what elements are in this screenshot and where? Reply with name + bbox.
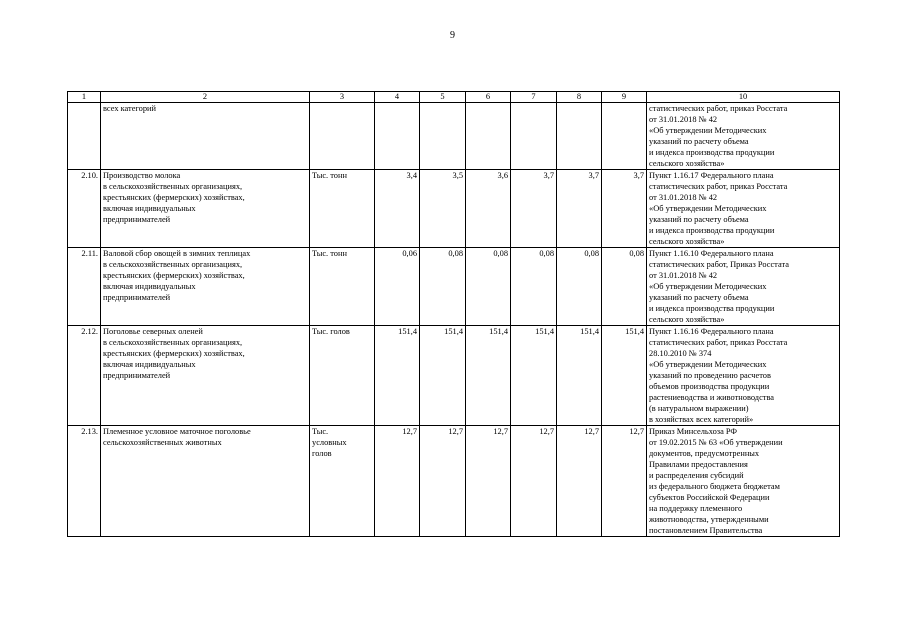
column-number: 7 bbox=[511, 92, 557, 103]
indicator-name-line: сельскохозяйственных животных bbox=[103, 438, 222, 447]
source-reference-line: указаний по проведению расчетов bbox=[649, 371, 771, 380]
source-reference-line: статистических работ, приказ Росстата bbox=[649, 104, 788, 113]
indicator-value: 12,7 bbox=[466, 426, 511, 537]
unit-of-measure bbox=[310, 248, 375, 326]
source-reference-line: «Об утверждении Методических bbox=[649, 360, 767, 369]
indicator-value: 151,4 bbox=[420, 326, 466, 426]
indicator-name bbox=[101, 426, 310, 537]
indicator-value: 151,4 bbox=[511, 326, 557, 426]
indicator-value bbox=[557, 103, 602, 170]
indicator-name-line: крестьянских (фермерских) хозяйствах, bbox=[103, 193, 245, 202]
source-reference-line: сельского хозяйства» bbox=[649, 237, 725, 246]
indicator-name-line: Племенное условное маточное поголовье bbox=[103, 427, 251, 436]
indicator-name-line: предпринимателей bbox=[103, 371, 171, 380]
indicator-value: 12,7 bbox=[602, 426, 647, 537]
indicator-value: 0,08 bbox=[557, 248, 602, 326]
source-reference-line: Правилами предоставления bbox=[649, 460, 748, 469]
source-reference-line: животноводства, утвержденными bbox=[649, 515, 769, 524]
indicator-name-line: в сельскохозяйственных организациях, bbox=[103, 260, 243, 269]
indicator-name-line: включая индивидуальных bbox=[103, 204, 196, 213]
source-reference-line: Приказ Минсельхоза РФ bbox=[649, 427, 738, 436]
source-reference bbox=[647, 170, 840, 248]
indicator-value: 3,6 bbox=[466, 170, 511, 248]
unit-of-measure bbox=[310, 326, 375, 426]
source-reference-line: объемов производства продукции bbox=[649, 382, 770, 391]
indicator-name-line: предпринимателей bbox=[103, 293, 171, 302]
indicator-name bbox=[101, 103, 310, 170]
indicator-value: 3,5 bbox=[420, 170, 466, 248]
indicator-value bbox=[602, 103, 647, 170]
indicator-value bbox=[466, 103, 511, 170]
source-reference-line: на поддержку племенного bbox=[649, 504, 743, 513]
unit-line: Тыс. bbox=[312, 427, 329, 436]
indicator-name-line: включая индивидуальных bbox=[103, 282, 196, 291]
source-reference-line: и индекса производства продукции bbox=[649, 148, 775, 157]
unit-line: Тыс. тонн bbox=[312, 171, 347, 180]
source-reference-line: статистических работ, приказ Росстата bbox=[649, 182, 788, 191]
indicator-name-line: включая индивидуальных bbox=[103, 360, 196, 369]
indicator-value: 3,7 bbox=[511, 170, 557, 248]
indicator-value: 12,7 bbox=[375, 426, 420, 537]
source-reference-line: Пункт 1.16.16 Федерального плана bbox=[649, 327, 774, 336]
column-number: 4 bbox=[375, 92, 420, 103]
unit-line: Тыс. голов bbox=[312, 327, 350, 336]
indicator-value: 12,7 bbox=[420, 426, 466, 537]
indicator-value: 151,4 bbox=[602, 326, 647, 426]
row-number: 2.10. bbox=[68, 170, 101, 248]
source-reference-line: от 31.01.2018 № 42 bbox=[649, 193, 718, 202]
column-number: 5 bbox=[420, 92, 466, 103]
unit-line: Тыс. тонн bbox=[312, 249, 347, 258]
indicator-name bbox=[101, 326, 310, 426]
source-reference-line: «Об утверждении Методических bbox=[649, 282, 767, 291]
source-reference bbox=[647, 103, 840, 170]
indicator-name-line: всех категорий bbox=[103, 104, 156, 113]
indicator-name-line: крестьянских (фермерских) хозяйствах, bbox=[103, 271, 245, 280]
table-row bbox=[68, 103, 840, 170]
table-row bbox=[68, 248, 840, 326]
source-reference-line: и распределения субсидий bbox=[649, 471, 744, 480]
indicator-value: 3,7 bbox=[557, 170, 602, 248]
source-reference-line: субъектов Российской Федерации bbox=[649, 493, 770, 502]
source-reference bbox=[647, 326, 840, 426]
source-reference-line: документов, предусмотренных bbox=[649, 449, 760, 458]
source-reference-line: «Об утверждении Методических bbox=[649, 126, 767, 135]
source-reference-line: статистических работ, приказ Росстата bbox=[649, 338, 788, 347]
unit-of-measure bbox=[310, 426, 375, 537]
column-number: 3 bbox=[310, 92, 375, 103]
unit-of-measure bbox=[310, 103, 375, 170]
source-reference-line: указаний по расчету объема bbox=[649, 137, 749, 146]
source-reference-line: от 19.02.2015 № 63 «Об утверждении bbox=[649, 438, 783, 447]
indicator-value: 0,06 bbox=[375, 248, 420, 326]
indicator-name-line: Поголовье северных оленей bbox=[103, 327, 203, 336]
source-reference-line: статистических работ, Приказ Росстата bbox=[649, 260, 789, 269]
table-row bbox=[68, 326, 840, 426]
indicator-name bbox=[101, 248, 310, 326]
indicator-value: 151,4 bbox=[466, 326, 511, 426]
source-reference-line: постановлением Правительства bbox=[649, 526, 763, 535]
row-number bbox=[68, 103, 101, 170]
source-reference bbox=[647, 426, 840, 537]
indicator-value: 12,7 bbox=[511, 426, 557, 537]
indicator-value: 0,08 bbox=[466, 248, 511, 326]
indicator-name-line: предпринимателей bbox=[103, 215, 171, 224]
row-number: 2.13. bbox=[68, 426, 101, 537]
source-reference-line: из федерального бюджета бюджетам bbox=[649, 482, 780, 491]
source-reference-line: (в натуральном выражении) bbox=[649, 404, 749, 413]
source-reference-line: сельского хозяйства» bbox=[649, 315, 725, 324]
source-reference-line: сельского хозяйства» bbox=[649, 159, 725, 168]
indicator-value bbox=[420, 103, 466, 170]
row-number: 2.12. bbox=[68, 326, 101, 426]
page-number: 9 bbox=[450, 30, 455, 41]
source-reference-line: в хозяйствах всех категорий» bbox=[649, 415, 754, 424]
column-number-row bbox=[68, 92, 840, 103]
column-number: 10 bbox=[647, 92, 840, 103]
source-reference-line: от 31.01.2018 № 42 bbox=[649, 271, 718, 280]
indicator-value bbox=[375, 103, 420, 170]
indicator-name-line: в сельскохозяйственных организациях, bbox=[103, 182, 243, 191]
indicator-value: 151,4 bbox=[557, 326, 602, 426]
column-number: 9 bbox=[602, 92, 647, 103]
indicators-table bbox=[67, 91, 840, 537]
table-row bbox=[68, 426, 840, 537]
source-reference-line: и индекса производства продукции bbox=[649, 304, 775, 313]
source-reference-line: и индекса производства продукции bbox=[649, 226, 775, 235]
indicator-name-line: крестьянских (фермерских) хозяйствах, bbox=[103, 349, 245, 358]
unit-line: условных bbox=[312, 438, 347, 447]
indicator-value: 12,7 bbox=[557, 426, 602, 537]
indicator-name-line: в сельскохозяйственных организациях, bbox=[103, 338, 243, 347]
indicator-name-line: Валовой сбор овощей в зимних теплицах bbox=[103, 249, 251, 258]
indicator-name-line: Производство молока bbox=[103, 171, 181, 180]
source-reference-line: Пункт 1.16.17 Федерального плана bbox=[649, 171, 774, 180]
source-reference-line: 28.10.2010 № 374 bbox=[649, 349, 712, 358]
column-number: 8 bbox=[557, 92, 602, 103]
source-reference-line: указаний по расчету объема bbox=[649, 215, 749, 224]
indicator-value: 0,08 bbox=[511, 248, 557, 326]
indicator-value: 0,08 bbox=[420, 248, 466, 326]
source-reference bbox=[647, 248, 840, 326]
table-row bbox=[68, 170, 840, 248]
indicator-value: 3,4 bbox=[375, 170, 420, 248]
source-reference-line: от 31.01.2018 № 42 bbox=[649, 115, 718, 124]
source-reference-line: указаний по расчету объема bbox=[649, 293, 749, 302]
indicator-value: 3,7 bbox=[602, 170, 647, 248]
column-number: 6 bbox=[466, 92, 511, 103]
column-number: 1 bbox=[68, 92, 101, 103]
source-reference-line: растениеводства и животноводства bbox=[649, 393, 775, 402]
indicator-name bbox=[101, 170, 310, 248]
unit-line: голов bbox=[312, 449, 332, 458]
source-reference-line: «Об утверждении Методических bbox=[649, 204, 767, 213]
source-reference-line: Пункт 1.16.10 Федерального плана bbox=[649, 249, 774, 258]
indicator-value: 0,08 bbox=[602, 248, 647, 326]
unit-of-measure bbox=[310, 170, 375, 248]
indicator-value bbox=[511, 103, 557, 170]
column-number: 2 bbox=[101, 92, 310, 103]
indicator-value: 151,4 bbox=[375, 326, 420, 426]
row-number: 2.11. bbox=[68, 248, 101, 326]
